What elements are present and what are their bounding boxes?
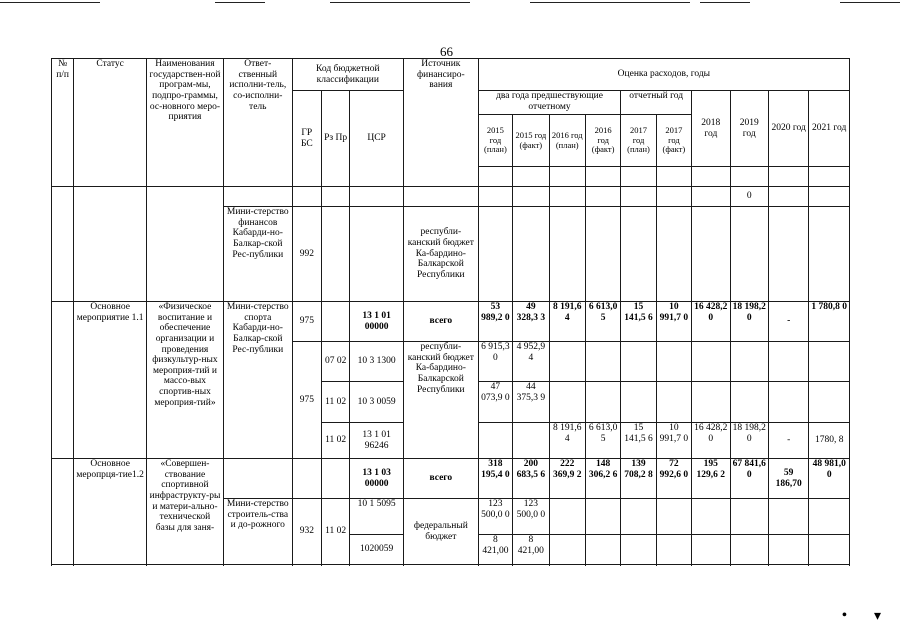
col-two-years-header: два года предшествующие отчетному [478,91,621,115]
table-cell: 975 [292,342,321,459]
table-cell: 18 198,2 0 [730,302,768,342]
table-cell: 13 1 01 00000 [350,302,404,342]
table-cell: 4 952,9 4 [513,342,549,382]
col-2017-plan-header: 2017 год (план) [621,115,656,167]
header-row [52,59,850,91]
scan-top-line [0,2,100,3]
table-cell: федеральный бюджет [403,499,478,565]
table-cell: 13 1 03 00000 [350,459,404,499]
table-cell: 195 129,6 2 [692,459,730,499]
table-cell: 975 [292,302,321,342]
table-cell: - [768,423,808,459]
table-cell: 10 3 1300 [350,342,404,382]
table-cell: Мини-стерство финансов Кабарди-но-Балкар-ской Рес-публики [223,207,292,302]
table-cell: 0 [730,187,768,207]
table-cell: всего [403,459,478,499]
table-cell: 148 306,2 6 [585,459,620,499]
table-cell: 139 708,2 8 [621,459,656,499]
table-cell: «Физическое воспитание и обеспечение организации и проведения физкультур-ных мероприя-тий и массо-вых спортив-ных мероприя-тий» [147,302,224,459]
col-status-header: Статус [74,59,147,187]
col-grbs-header: ГР БС [292,91,321,187]
table-cell: республи-канский бюджет Ка-бардино-Балкарской Республики [403,207,478,302]
col-source-header: Источник финансиро-вания [403,59,478,187]
table-cell: 10 991,7 0 [656,302,691,342]
table-cell: 8 191,6 4 [549,302,585,342]
scan-top-line [530,2,690,3]
table-cell: 59 186,70 [768,459,808,499]
table-cell: «Совершен-ствование спортивной инфраструкту-ры и матери-ально-технической базы для заня- [147,459,224,565]
scan-top-line [700,2,750,3]
col-2017-fact-header: 2017 год (факт) [656,115,691,167]
table-cell: 67 841,6 0 [730,459,768,499]
table-cell: 16 428,2 0 [692,302,730,342]
table-cell: 07 02 [321,342,349,382]
table-cell: 932 [292,499,321,565]
table-cell: 10 991,7 0 [656,423,691,459]
table-cell: 6 915,3 0 [478,342,512,382]
table-cell: 11 02 [321,423,349,459]
table-cell: 53 989,2 0 [478,302,512,342]
table-cell: 49 328,3 3 [513,302,549,342]
table-cell: Основное меропрця-тие1.2 [74,459,147,565]
table-cell: 48 981,0 0 [809,459,850,499]
table-cell: Основное мероприятие 1.1 [74,302,147,459]
table-cell: 10 3 0059 [350,382,404,423]
budget-table-container [51,58,850,565]
table-cell: 44 375,3 9 [513,382,549,423]
col-report-year-header: отчетный год [621,91,692,115]
table-cell: Мини-стерство спорта Кабарди-но-Балкар-ской Рес-публики [223,302,292,459]
table-cell: 123 500,0 0 [478,499,512,535]
table-cell: 11 02 [321,382,349,423]
table-cell: 15 141,5 6 [621,302,656,342]
table-row [52,459,850,499]
col-num-header: № п/п [52,59,74,187]
table-cell: 123 500,0 0 [513,499,549,535]
table-cell: 1 780,8 0 [809,302,850,342]
table-cell: 18 198,2 0 [730,423,768,459]
col-2015-plan-header: 2015 год (план) [478,115,512,167]
table-cell: 8 191,6 4 [549,423,585,459]
table-cell: - [768,302,808,342]
table-cell: 1020059 [350,535,404,565]
table-cell: 16 428,2 0 [692,423,730,459]
table-cell: республи-канский бюджет Ка-бардино-Балкарской Республики [403,342,478,459]
col-budget-code-header: Код бюджетной классификации [292,59,403,91]
table-cell: 222 369,9 2 [549,459,585,499]
col-2016-fact-header: 2016 год (факт) [585,115,620,167]
table-cell: всего [403,302,478,342]
table-row [52,302,850,342]
scan-top-line [330,2,470,3]
col-csr-header: ЦСР [350,91,404,187]
table-cell: 10 1 5095 [350,499,404,535]
table-cell: 13 1 01 96246 [350,423,404,459]
table-cell: 72 992,6 0 [656,459,691,499]
table-cell: 6 613,0 5 [585,423,620,459]
scan-top-line [215,2,265,3]
scan-top-line [840,2,900,3]
col-2021-header: 2021 год [809,91,850,167]
table-cell: 11 02 [321,499,349,565]
col-2018-header: 2018 год [692,91,730,167]
table-cell: 47 073,9 0 [478,382,512,423]
page-number: 66 [440,44,453,59]
col-2020-header: 2020 год [768,91,808,167]
col-name-header: Наименования государствен-ной програм-мы, подпро-граммы, ос-новного меро-приятия [147,59,224,187]
col-responsible-header: Ответ-ственный исполни-тель, со-исполни-тель [223,59,292,187]
table-cell: 992 [292,207,321,302]
col-2019-header: 2019 год [730,91,768,167]
table-cell: 8 421,00 [478,535,512,565]
budget-table [51,58,850,565]
table-cell: 1780, 8 [809,423,850,459]
scan-corner-mark: ▾ [874,609,882,624]
col-estimate-header: Оценка расходов, годы [478,59,849,91]
table-cell: 6 613,0 5 [585,302,620,342]
col-2016-plan-header: 2016 год (план) [549,115,585,167]
table-row [52,187,850,207]
scan-corner-mark: • [842,608,847,623]
table-cell: 200 683,5 6 [513,459,549,499]
col-2015-fact-header: 2015 год (факт) [513,115,549,167]
table-cell: Мини-стерство строитель-ства и до-рожного [223,499,292,565]
col-rzpr-header: Рз Пр [321,91,349,187]
table-cell: 318 195,4 0 [478,459,512,499]
table-cell: 15 141,5 6 [621,423,656,459]
table-cell: 8 421,00 [513,535,549,565]
